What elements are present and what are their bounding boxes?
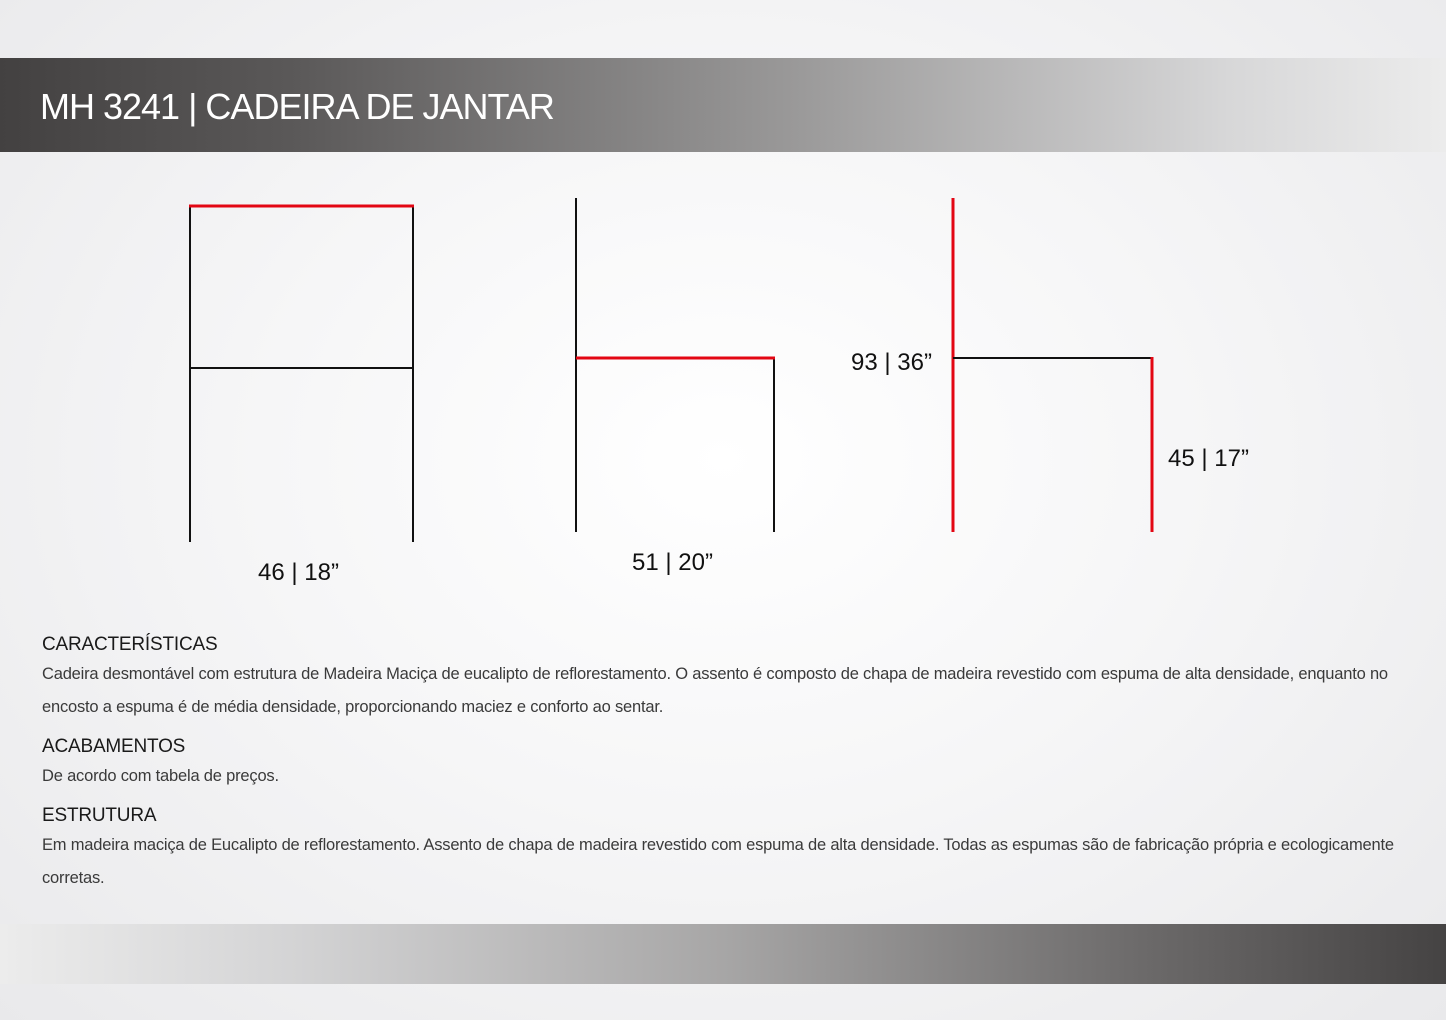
section-title-caracteristicas: CARACTERÍSTICAS [42,634,218,655]
section-body-estrutura: Em madeira maciça de Eucalipto de reflorestamento. Assento de chapa de madeira revestido com espuma de alta densidade. Todas as espumas são de fabricação própria e ecologicamente corretas. [42,836,1394,887]
section-title-estrutura: ESTRUTURA [42,805,157,826]
section-body-caracteristicas: Cadeira desmontável com estrutura de Madeira Maciça de eucalipto de reflorestamento. O assento é composto de chapa de madeira revestido com espuma de alta densidade, enquanto no encosto a espuma é de média densidade, proporcionando maciez e conforto ao sentar. [42,665,1388,716]
side-view-depth-drawing [576,198,775,576]
footer-bar [0,924,1446,984]
product-description [42,632,1412,895]
section-body-acabamentos: De acordo com tabela de preços. [42,767,279,785]
front-view-drawing [189,206,414,586]
section-title-acabamentos: ACABAMENTOS [42,736,186,757]
side-depth-label: 51 | 20” [632,549,713,576]
side-view-height-drawing [851,198,1249,532]
page-title: MH 3241 | CADEIRA DE JANTAR [40,86,554,127]
front-width-label: 46 | 18” [258,559,339,586]
seat-height-label: 45 | 17” [1168,445,1249,472]
total-height-label: 93 | 36” [851,349,932,376]
